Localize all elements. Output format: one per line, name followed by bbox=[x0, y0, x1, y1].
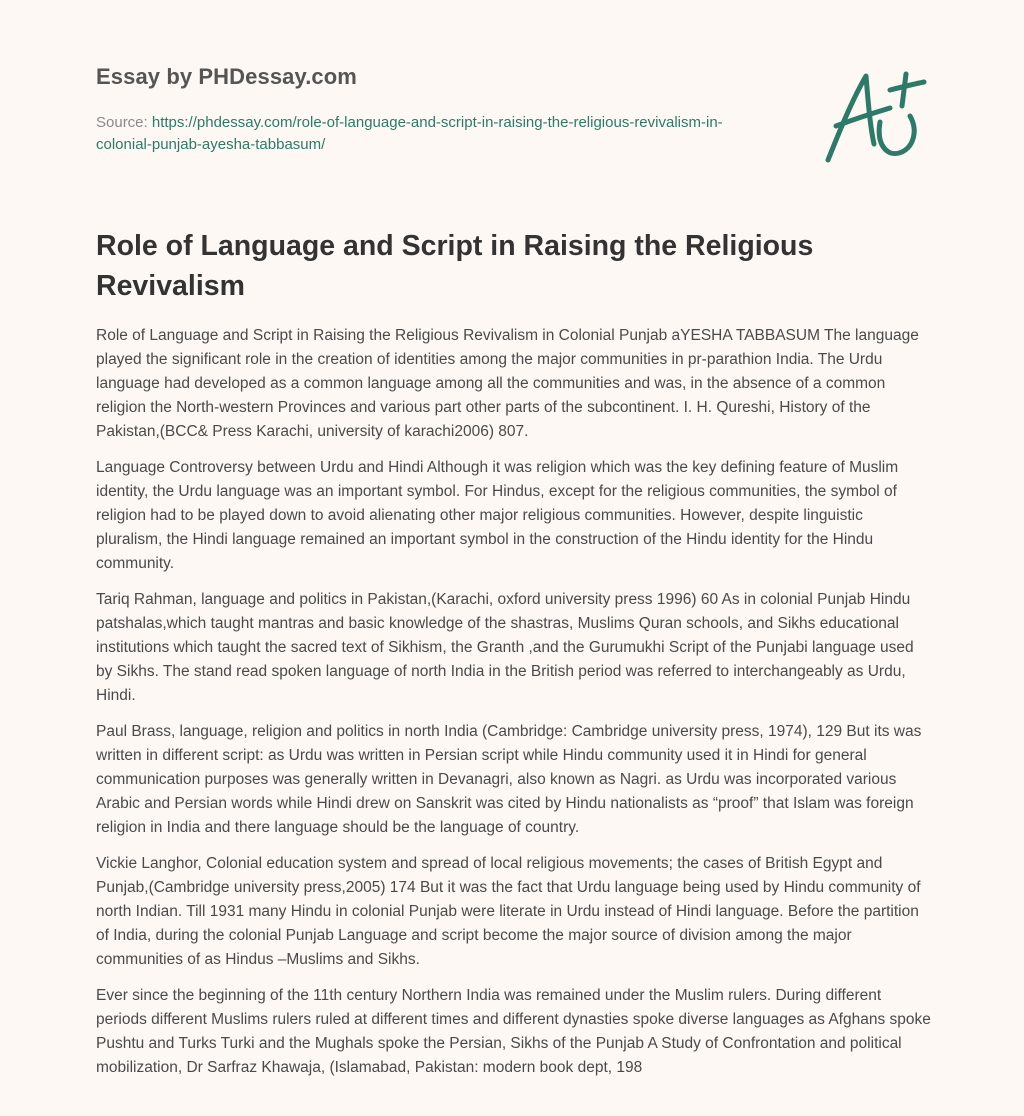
essay-paragraph: Paul Brass, language, religion and politics in north India (Cambridge: Cambridge university press, 1974), 129 But its was written in different script: as Urdu was written in Persian script while Hindu community used it in Hindi for general communication purposes was generally written in Devanagri, also known as Nagri. as Urdu was incorporated various Arabic and Persian words while Hindi drew on Sanskrit was cited by Hindu nationalists as “proof” that Islam was foreign religion in India and there language should be the language of country. bbox=[96, 723, 922, 836]
essay-body bbox=[96, 324, 932, 1092]
essay-paragraph: Tariq Rahman, language and politics in Pakistan,(Karachi, oxford university press 1996) 60 As in colonial Punjab Hindu patshalas,which taught mantras and basic knowledge of the shastras, Muslims Quran schools, and Sikhs educational institutions which taught the sacred text of Sikhism, the Granth ,and the Gurumukhi Script of the Punjabi language used by Sikhs. The stand read spoken language of north India in the British period was referred to interchangeably as Urdu, Hindi. bbox=[96, 591, 914, 704]
essay-title: Role of Language and Script in Raising the Religious Revivalism bbox=[96, 230, 814, 302]
essay-paragraph: Ever since the beginning of the 11th century Northern India was remained under the Muslim rulers. During different periods different Muslims rulers ruled at different times and different dynasties spoke diverse languages as Afghans spoke Pushtu and Turks Turki and the Mughals spoke the Persian, Sikhs of the Punjab A Study of Confrontation and political mobilization, Dr Sarfraz Khawaja, (Islamabad, Pakistan: modern book dept, 198 bbox=[96, 987, 931, 1076]
source-link[interactable]: https://phdessay.com/role-of-language-and-script-in-raising-the-religious-revivalism-in-colonial-punjab-ayesha-tabbasum/ bbox=[96, 114, 723, 153]
essay-paragraph: Role of Language and Script in Raising the Religious Revivalism in Colonial Punjab aYESHA TABBASUM The language played the significant role in the creation of identities among the major communities in pr-parathion India. The Urdu language had developed as a common language among all the communities and was, in the absence of a common religion the North-western Provinces and various part other parts of the subcontinent. I. H. Qureshi, History of the Pakistan,(BCC& Press Karachi, university of karachi2006) 807. bbox=[96, 327, 919, 440]
a-plus-grade-logo-icon bbox=[818, 64, 930, 168]
essay-paragraph: Language Controversy between Urdu and Hindi Although it was religion which was the key defining feature of Muslim identity, the Urdu language was an important symbol. For Hindus, except for the religious communities, the symbol of religion had to be played down to avoid alienating other major religious communities. However, despite linguistic pluralism, the Hindi language remained an important symbol in the construction of the Hindu identity for the Hindu community. bbox=[96, 459, 899, 572]
essay-paragraph: Vickie Langhor, Colonial education system and spread of local religious movements; the cases of British Egypt and Punjab,(Cambridge university press,2005) 174 But it was the fact that Urdu language being used by Hindu community of north Indian. Till 1931 many Hindu in colonial Punjab were literate in Urdu instead of Hindi language. Before the partition of India, during the colonial Punjab Language and script become the major source of division among the major communities of as Hindus –Muslims and Sikhs. bbox=[96, 855, 921, 968]
source-label: Source: bbox=[96, 114, 152, 131]
site-title: Essay by PHDessay.com bbox=[96, 64, 357, 89]
source-line bbox=[96, 112, 736, 156]
